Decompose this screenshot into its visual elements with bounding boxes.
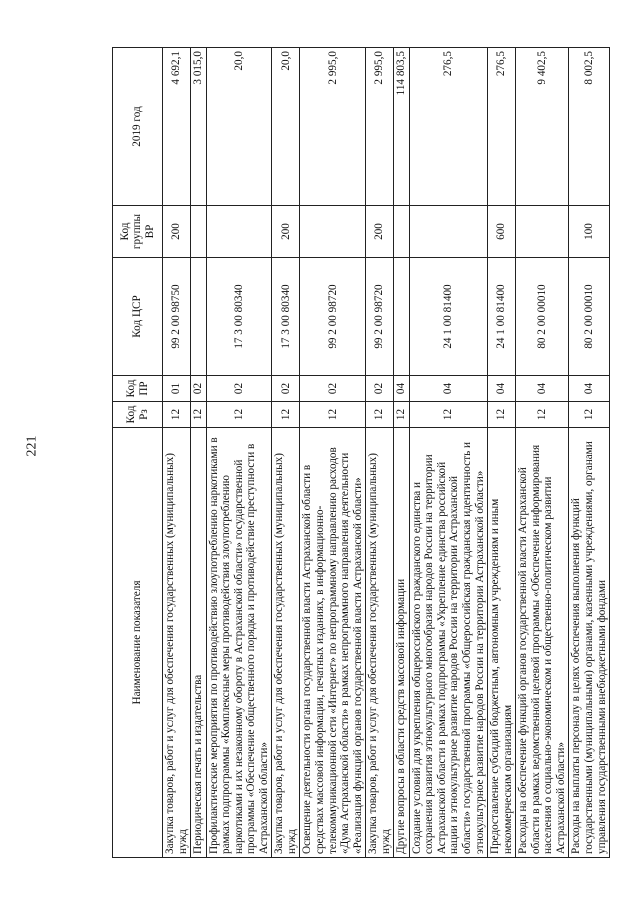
- cell-csr: 17 3 00 80340: [272, 258, 300, 376]
- cell-pr: 01: [163, 376, 191, 402]
- cell-vr: [394, 206, 410, 258]
- cell-rz: 12: [488, 402, 516, 428]
- cell-sum: 276,5: [488, 48, 516, 206]
- header-vr: Код группы ВР: [113, 206, 163, 258]
- cell-vr: 200: [366, 206, 394, 258]
- cell-csr: 17 3 00 80340: [206, 258, 272, 376]
- page-number: 221: [24, 435, 40, 457]
- header-pr: Код ПР: [113, 376, 163, 402]
- cell-sum: 4 692,1: [163, 48, 191, 206]
- cell-name: Периодическая печать и издательства: [191, 428, 207, 858]
- cell-rz: 12: [366, 402, 394, 428]
- table-row: [409, 48, 487, 858]
- cell-name: Профилактические мероприятия по противодействию злоупотреблению наркотиками в рамках подпрограммы «Комплексные меры противодействия злоупотреблению наркотиками и их незаконному обороту в Астраханской области» государственной программы «Обеспечение общественного порядка и противодействие преступности в Астраханской области»: [206, 428, 272, 858]
- cell-vr: [191, 206, 207, 258]
- budget-table: [112, 47, 610, 858]
- cell-csr: 24 1 00 81400: [488, 258, 516, 376]
- cell-name: Закупка товаров, работ и услуг для обеспечения государственных (муниципальных) нужд: [366, 428, 394, 858]
- cell-pr: 02: [206, 376, 272, 402]
- cell-sum: 8 002,5: [569, 48, 610, 206]
- table-row: [394, 48, 410, 858]
- header-year: 2019 год: [113, 48, 163, 206]
- cell-sum: 276,5: [409, 48, 487, 206]
- cell-csr: 80 2 00 00010: [569, 258, 610, 376]
- table-row: [272, 48, 300, 858]
- header-csr: Код ЦСР: [113, 258, 163, 376]
- cell-csr: 80 2 00 00010: [516, 258, 569, 376]
- cell-pr: 04: [569, 376, 610, 402]
- cell-csr: 99 2 00 98750: [163, 258, 191, 376]
- table-row: [163, 48, 191, 858]
- cell-name: Предоставление субсидий бюджетным, автономным учреждениям и иным некоммерческим организациям: [488, 428, 516, 858]
- cell-name: Закупка товаров, работ и услуг для обеспечения государственных (муниципальных) нужд: [272, 428, 300, 858]
- cell-sum: 114 803,5: [394, 48, 410, 206]
- table-row: [191, 48, 207, 858]
- cell-pr: 02: [300, 376, 366, 402]
- cell-rz: 12: [394, 402, 410, 428]
- cell-rz: 12: [163, 402, 191, 428]
- cell-vr: [516, 206, 569, 258]
- cell-vr: 200: [272, 206, 300, 258]
- cell-pr: 04: [516, 376, 569, 402]
- cell-vr: [409, 206, 487, 258]
- cell-csr: 99 2 00 98720: [366, 258, 394, 376]
- cell-sum: 9 402,5: [516, 48, 569, 206]
- cell-vr: 100: [569, 206, 610, 258]
- rotated-page-content: [112, 48, 608, 858]
- cell-pr: 02: [191, 376, 207, 402]
- cell-vr: 600: [488, 206, 516, 258]
- cell-pr: 04: [409, 376, 487, 402]
- table-row: [516, 48, 569, 858]
- cell-rz: 12: [569, 402, 610, 428]
- cell-vr: 200: [163, 206, 191, 258]
- cell-sum: 2 995,0: [300, 48, 366, 206]
- table-row: [366, 48, 394, 858]
- cell-csr: [394, 258, 410, 376]
- cell-name: Расходы на обеспечение функций органов государственной власти Астраханской области в рамках ведомственной целевой программы «Обеспечение информирования населения о социально-экономическом и общественно-политическом развитии Астраханской области»: [516, 428, 569, 858]
- cell-csr: 99 2 00 98720: [300, 258, 366, 376]
- cell-pr: 04: [488, 376, 516, 402]
- cell-sum: 20,0: [206, 48, 272, 206]
- cell-sum: 3 015,0: [191, 48, 207, 206]
- cell-rz: 12: [409, 402, 487, 428]
- cell-pr: 04: [394, 376, 410, 402]
- cell-rz: 12: [206, 402, 272, 428]
- cell-rz: 12: [300, 402, 366, 428]
- table-row: [488, 48, 516, 858]
- cell-name: Расходы на выплаты персоналу в целях обеспечения выполнения функций государственными (муниципальными) органами, казенными учреждениями, органами управления государственными внебюджетными фондами: [569, 428, 610, 858]
- table-header-row: [113, 48, 163, 858]
- cell-name: Другие вопросы в области средств массовой информации: [394, 428, 410, 858]
- header-name: Наименование показателя: [113, 428, 163, 858]
- cell-rz: 12: [516, 402, 569, 428]
- cell-name: Освещение деятельности органа государственной власти Астраханской области в средствах массовой информации, печатных изданиях, в информационно-телекоммуникационной сети «Интернет» по непрограммному направлению расходов «Дума Астраханской области» в рамках непрограммного направления деятельности «Реализация функций органов государственной власти Астраханской области»: [300, 428, 366, 858]
- cell-pr: 02: [366, 376, 394, 402]
- cell-sum: 2 995,0: [366, 48, 394, 206]
- table-row: [300, 48, 366, 858]
- cell-name: Создание условий для укрепления общероссийского гражданского единства и сохранения развития этнокультурного многообразия народов России на территории Астраханской области в рамках подпрограммы «Укрепление единства российской нации и этнокультурное развитие народов России на территории Астраханской области» государственной программы «Общероссийская гражданская идентичность и этнокультурное развитие народов России на территории Астраханской области»: [409, 428, 487, 858]
- cell-rz: 12: [191, 402, 207, 428]
- cell-name: Закупка товаров, работ и услуг для обеспечения государственных (муниципальных) нужд: [163, 428, 191, 858]
- cell-csr: [191, 258, 207, 376]
- cell-pr: 02: [272, 376, 300, 402]
- header-rz: Код Рз: [113, 402, 163, 428]
- cell-vr: [300, 206, 366, 258]
- table-row: [206, 48, 272, 858]
- cell-vr: [206, 206, 272, 258]
- table-container: [112, 48, 608, 858]
- cell-rz: 12: [272, 402, 300, 428]
- cell-csr: 24 1 00 81400: [409, 258, 487, 376]
- cell-sum: 20,0: [272, 48, 300, 206]
- table-row: [569, 48, 610, 858]
